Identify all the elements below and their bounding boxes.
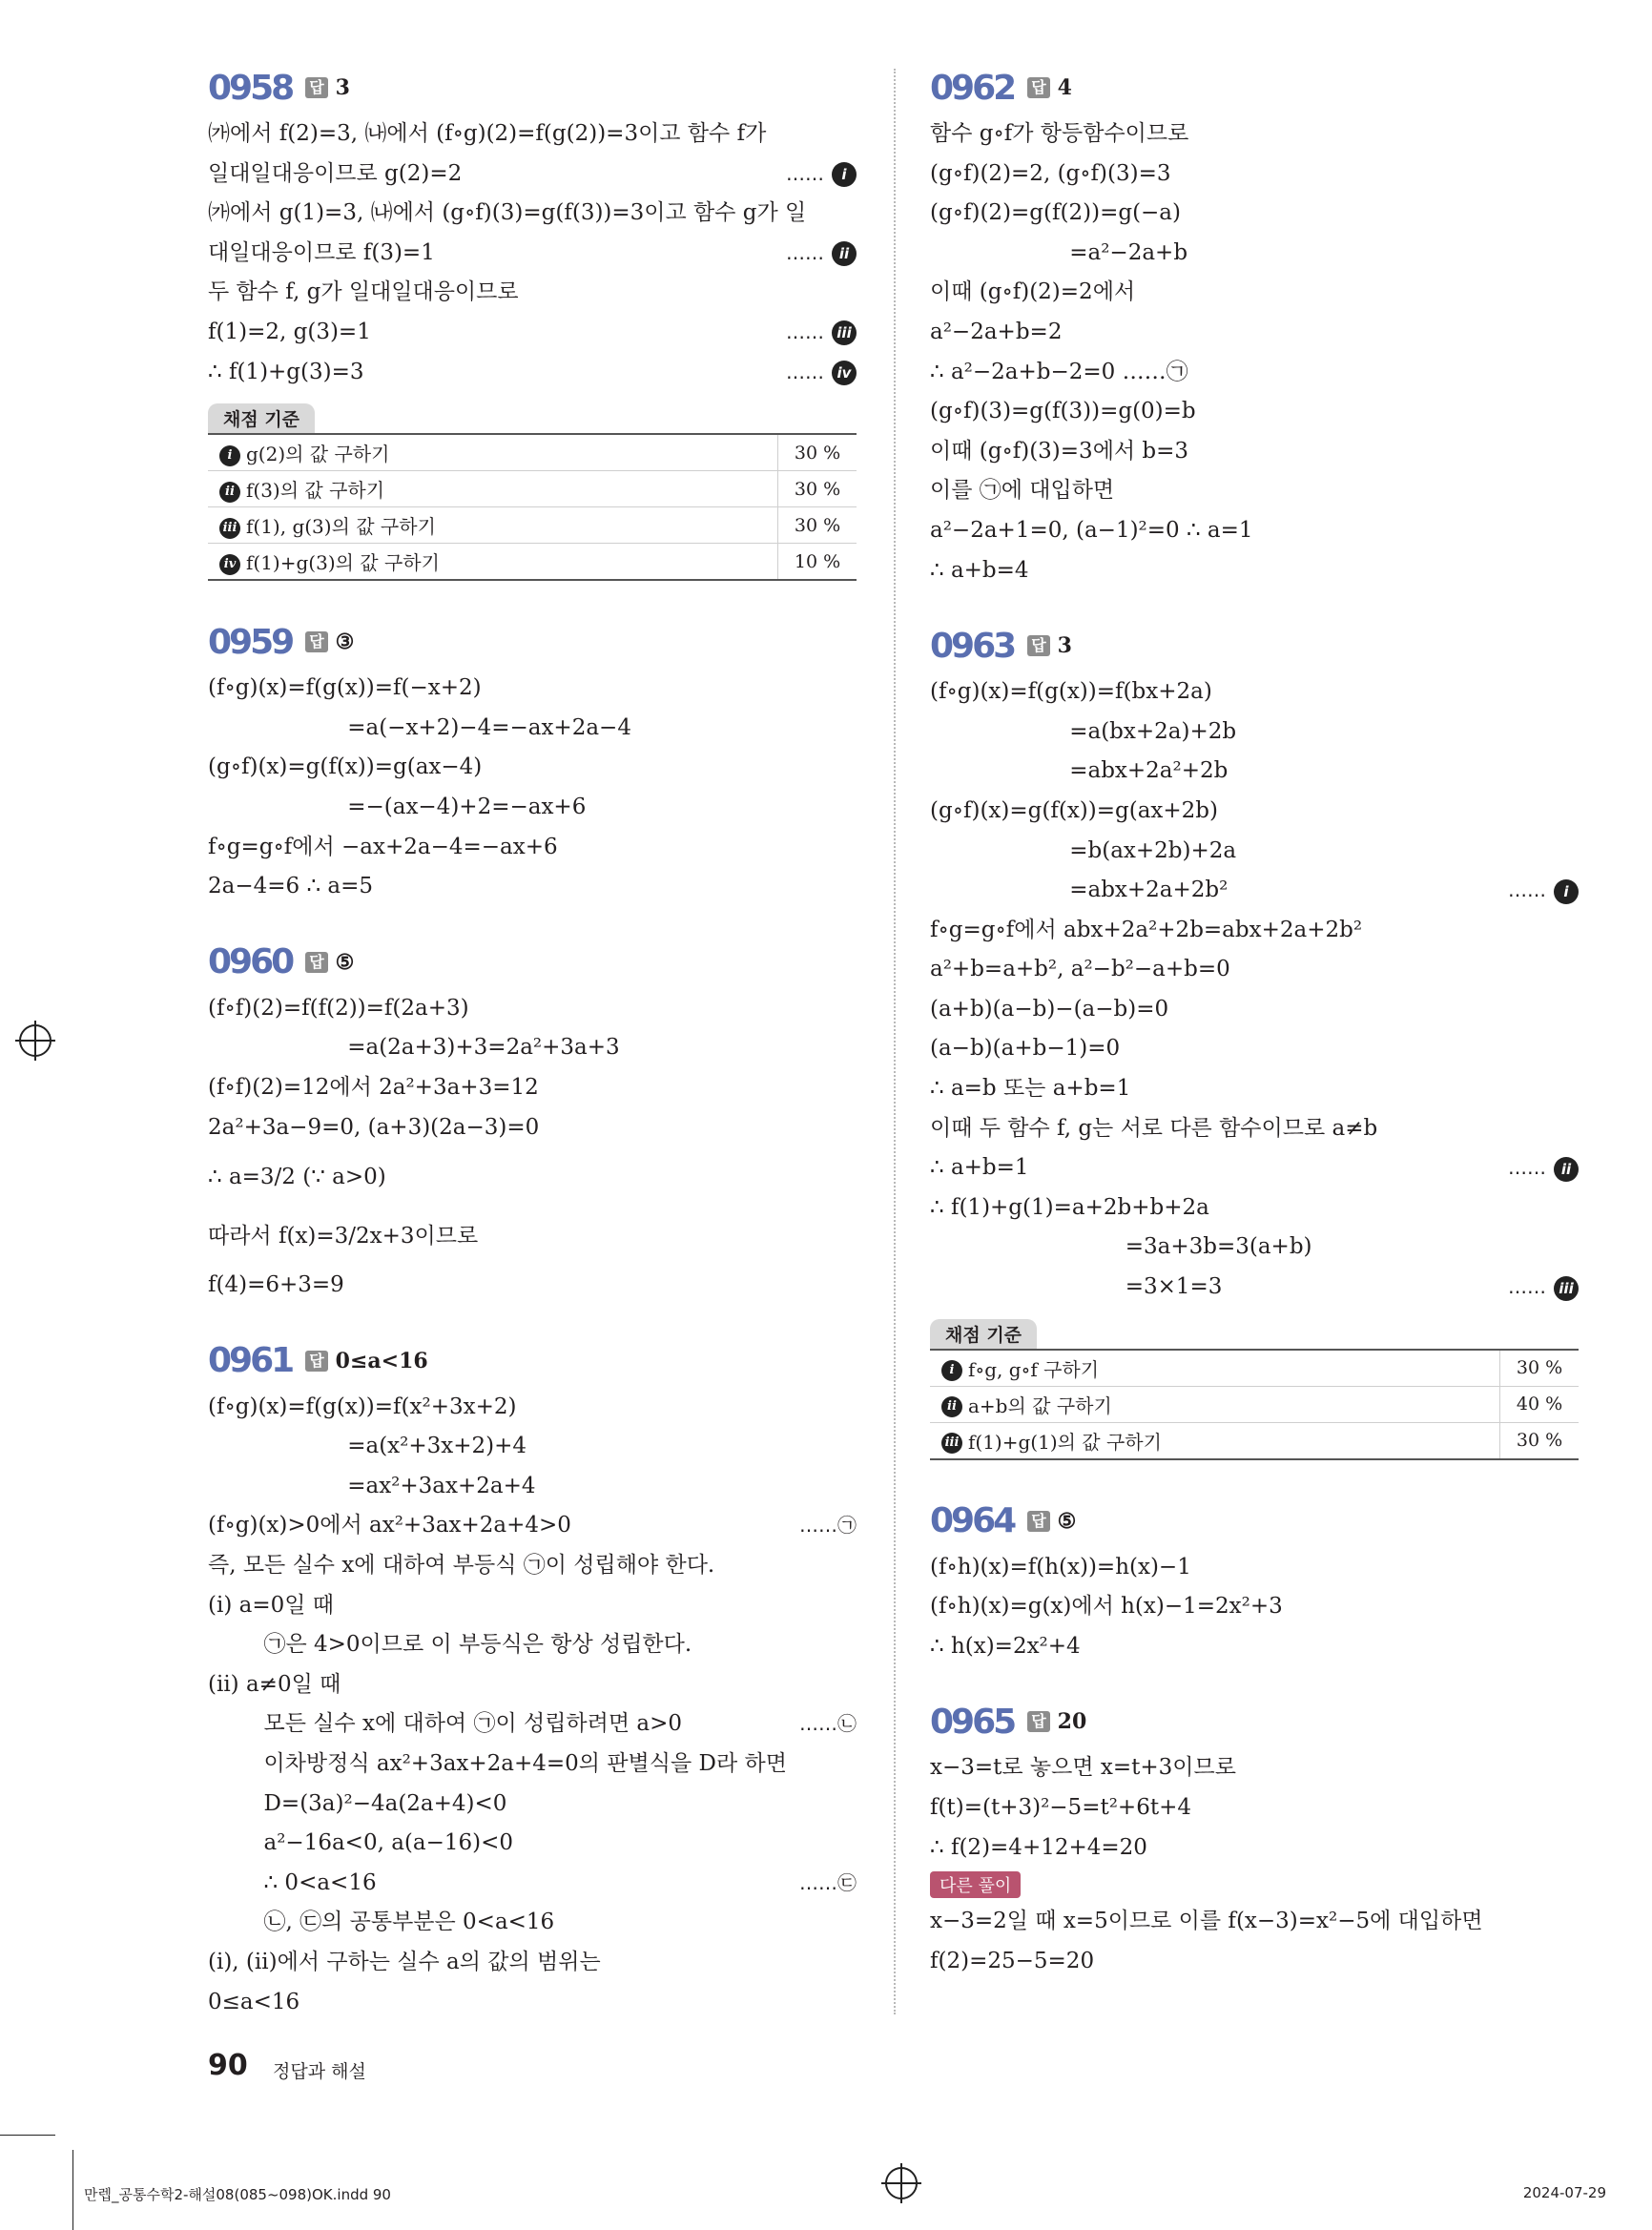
line-text: (ⅰ) a=0일 때 — [208, 1592, 334, 1618]
solution-line — [208, 155, 857, 195]
line-text: =a(−x+2)−4=−ax+2a−4 — [208, 714, 631, 740]
line-text: f(4)=6+3=9 — [208, 1272, 344, 1298]
line-text: ∴ f(1)+g(3)=3 — [208, 359, 364, 384]
line-text: x−3=2일 때 x=5이므로 이를 f(x−3)=x²−5에 대입하면 — [930, 1909, 1483, 1934]
print-date: 2024-07-29 — [1522, 2184, 1606, 2201]
solution-line — [930, 1902, 1579, 1942]
solution-line — [930, 1942, 1579, 1982]
problem-0964 — [930, 1498, 1579, 1667]
line-text: 모든 실수 x에 대하여 ㉠이 성립하려면 a>0 — [208, 1711, 682, 1737]
line-text: 이때 (g∘f)(3)=3에서 b=3 — [930, 438, 1189, 464]
problem-number: 0958 — [208, 68, 293, 108]
step-symbol-icon: ii — [1554, 1157, 1579, 1182]
line-text: 2a−4=6 ∴ a=5 — [208, 874, 374, 899]
criterion-cell — [208, 507, 778, 544]
step-symbol-icon: ii — [941, 1396, 962, 1417]
step-symbol-icon: i — [1554, 879, 1579, 904]
line-text: f(1)=2, g(3)=1 — [208, 319, 371, 344]
criterion-label: f∘g, g∘f 구하기 — [968, 1357, 1100, 1381]
grading-row — [208, 544, 857, 581]
solution-line — [930, 1148, 1579, 1188]
line-text: (f∘g)(x)=f(g(x))=f(x²+3x+2) — [208, 1394, 517, 1419]
line-text: ∴ h(x)=2x²+4 — [930, 1633, 1081, 1659]
problem-header — [208, 939, 857, 985]
line-text: 2a²+3a−9=0, (a+3)(2a−3)=0 — [208, 1114, 540, 1140]
criterion-cell — [208, 471, 778, 507]
line-text: =3×1=3 — [930, 1274, 1223, 1300]
problem-header — [930, 1498, 1579, 1544]
answer-tag: 답 — [1027, 1511, 1049, 1532]
line-text: (f∘h)(x)=f(h(x))=h(x)−1 — [930, 1554, 1191, 1580]
solution-line — [208, 114, 857, 155]
grading-criteria-title: 채점 기준 — [208, 403, 315, 433]
criterion-label: a+b의 값 구하기 — [968, 1394, 1112, 1417]
crop-mark — [0, 2135, 55, 2136]
step-symbol-icon: i — [219, 445, 240, 466]
criterion-percent: 30 % — [778, 434, 857, 471]
problem-number: 0960 — [208, 942, 293, 982]
solution-line — [208, 989, 857, 1029]
step-symbol-icon: ii — [219, 482, 240, 503]
line-text: (f∘g)(x)=f(g(x))=f(bx+2a) — [930, 679, 1212, 705]
problem-number: 0963 — [930, 626, 1015, 666]
solution-line — [208, 353, 857, 393]
solution-line — [208, 273, 857, 313]
step-symbol-icon: iii — [832, 320, 857, 345]
line-text: (f∘f)(2)=f(f(2))=f(2a+3) — [208, 995, 469, 1021]
step-symbol-icon: iv — [832, 361, 857, 385]
criterion-cell — [208, 544, 778, 581]
column-divider — [894, 69, 896, 2014]
solution-line — [930, 950, 1579, 990]
line-text: 0≤a<16 — [208, 1989, 300, 2014]
solution-line — [930, 911, 1579, 951]
line-text: (g∘f)(2)=g(f(2))=g(−a) — [930, 200, 1181, 226]
solution-line — [208, 748, 857, 788]
line-text: ㈎에서 g(1)=3, ㈏에서 (g∘f)(3)=g(f(3))=3이고 함수 g가 일 — [208, 200, 807, 226]
solution-line — [208, 194, 857, 234]
solution-line — [208, 669, 857, 709]
problem-header — [930, 1699, 1579, 1745]
solution-line — [208, 709, 857, 749]
problem-header — [208, 1338, 857, 1384]
line-text: =b(ax+2b)+2a — [930, 837, 1237, 863]
solution-line — [930, 871, 1579, 911]
solution-line — [930, 1788, 1579, 1828]
answer-tag: 답 — [305, 1351, 327, 1372]
file-name: 만렙_공통수학2-해설08(085~098)OK.indd 90 — [84, 2186, 391, 2203]
answer-tag: 답 — [1027, 635, 1049, 656]
criterion-percent: 30 % — [1500, 1422, 1580, 1459]
line-text: =abx+2a+2b² — [930, 878, 1229, 903]
solution-line — [208, 1546, 857, 1586]
page-section-title: 정답과 해설 — [273, 2061, 366, 2082]
line-text: =a(x²+3x+2)+4 — [208, 1434, 527, 1459]
answer-value: 20 — [1057, 1709, 1087, 1735]
solution-line — [930, 1109, 1579, 1149]
line-text: 이때 (g∘f)(2)=2에서 — [930, 279, 1136, 305]
line-text: =a²−2a+b — [930, 239, 1188, 265]
solution-line — [208, 234, 857, 274]
criterion-cell — [930, 1350, 1500, 1387]
line-text: ㉡, ㉢의 공통부분은 0<a<16 — [208, 1910, 555, 1935]
solution-line — [208, 1427, 857, 1467]
step-symbol-icon: iii — [941, 1433, 962, 1454]
line-text: ∴ f(1)+g(1)=a+2b+b+2a — [930, 1194, 1209, 1220]
solution-line — [208, 1068, 857, 1108]
line-text: (f∘g)(x)>0에서 ax²+3ax+2a+4>0 — [208, 1513, 571, 1538]
solution-line — [930, 752, 1579, 792]
solution-line — [208, 1824, 857, 1864]
line-text: f(t)=(t+3)²−5=t²+6t+4 — [930, 1795, 1191, 1820]
solution-line — [208, 1983, 857, 2023]
criterion-percent: 10 % — [778, 544, 857, 581]
line-text: ∴ a+b=4 — [930, 557, 1029, 583]
grading-row — [208, 471, 857, 507]
solution-line — [930, 832, 1579, 872]
criterion-label: f(1), g(3)의 값 구하기 — [246, 515, 436, 539]
solution-line — [208, 828, 857, 868]
solution-line — [930, 1069, 1579, 1109]
solution-line — [208, 1625, 857, 1665]
answer-value: 4 — [1057, 75, 1072, 100]
line-text: (a+b)(a−b)−(a−b)=0 — [930, 996, 1169, 1022]
line-text: a²−2a+1=0, (a−1)²=0 ∴ a=1 — [930, 517, 1253, 543]
problem-0962 — [930, 65, 1579, 590]
grading-row — [208, 507, 857, 544]
line-text: 함수 g∘f가 항등함수이므로 — [930, 121, 1189, 146]
answer-tag: 답 — [1027, 1711, 1049, 1732]
problem-header — [208, 619, 857, 665]
grading-row — [930, 1386, 1579, 1422]
answer-tag: 답 — [305, 631, 327, 652]
problem-number: 0959 — [208, 622, 293, 662]
solution-line — [930, 712, 1579, 753]
line-text: 이를 ㉠에 대입하면 — [930, 478, 1115, 504]
line-text: =3a+3b=3(a+b) — [930, 1234, 1312, 1260]
line-text: ㉠은 4>0이므로 이 부등식은 항상 성립한다. — [208, 1632, 692, 1658]
step-marker: …… ii — [1508, 1148, 1579, 1188]
solution-line — [208, 788, 857, 828]
answer-value: 3 — [1057, 633, 1072, 659]
step-symbol-icon: iv — [219, 554, 240, 575]
line-text: 이때 두 함수 f, g는 서로 다른 함수이므로 a≠b — [930, 1115, 1378, 1141]
criterion-label: f(1)+g(1)의 값 구하기 — [968, 1430, 1162, 1454]
grading-table — [208, 433, 857, 581]
solution-line — [930, 432, 1579, 472]
problem-number: 0961 — [208, 1341, 293, 1381]
solution-line — [208, 867, 857, 907]
criterion-percent: 30 % — [1500, 1350, 1580, 1387]
line-text: ∴ a=b 또는 a+b=1 — [930, 1076, 1131, 1102]
solution-line — [930, 273, 1579, 313]
step-symbol-icon: iii — [219, 518, 240, 539]
step-marker: …… iv — [786, 353, 857, 393]
line-text: =−(ax−4)+2=−ax+6 — [208, 794, 587, 819]
criterion-label: f(3)의 값 구하기 — [246, 479, 385, 503]
line-text: (g∘f)(2)=2, (g∘f)(3)=3 — [930, 160, 1171, 186]
line-text: (f∘h)(x)=g(x)에서 h(x)−1=2x²+3 — [930, 1594, 1283, 1620]
criterion-label: f(1)+g(3)의 값 구하기 — [246, 551, 440, 575]
line-text: (a−b)(a+b−1)=0 — [930, 1036, 1121, 1062]
problem-0965 — [930, 1699, 1579, 1981]
problem-0958 — [208, 65, 857, 581]
solution-line — [930, 313, 1579, 353]
answer-tag: 답 — [305, 77, 327, 98]
step-marker: …… i — [786, 155, 857, 195]
criterion-percent: 30 % — [778, 507, 857, 544]
line-text: f∘g=g∘f에서 abx+2a²+2b=abx+2a+2b² — [930, 917, 1363, 942]
solution-line — [208, 1388, 857, 1428]
line-text: a²−2a+b=2 — [930, 319, 1063, 344]
line-text: 즉, 모든 실수 x에 대하여 부등식 ㉠이 성립해야 한다. — [208, 1553, 715, 1579]
solution-line — [930, 471, 1579, 511]
solution-line — [930, 1627, 1579, 1667]
problem-number: 0964 — [930, 1501, 1015, 1541]
answer-value: ③ — [335, 630, 355, 655]
line-text: x−3=t로 놓으면 x=t+3이므로 — [930, 1755, 1236, 1781]
line-text: =a(2a+3)+3=2a²+3a+3 — [208, 1035, 620, 1061]
line-text: (ⅰ), (ⅱ)에서 구하는 실수 a의 값의 범위는 — [208, 1950, 601, 1974]
line-text: 따라서 f(x)=3/2x+3이므로 — [208, 1224, 479, 1249]
line-text: f(2)=25−5=20 — [930, 1948, 1095, 1973]
registration-mark-icon — [885, 2167, 918, 2199]
step-symbol-icon: iii — [1554, 1276, 1579, 1301]
line-text: (f∘f)(2)=12에서 2a²+3a+3=12 — [208, 1074, 539, 1100]
solution-line — [208, 1704, 857, 1745]
right-column — [930, 65, 1579, 2013]
solution-line — [208, 1785, 857, 1825]
solution-line — [930, 792, 1579, 832]
solution-line — [930, 1748, 1579, 1788]
grading-table — [930, 1349, 1579, 1460]
solution-line — [930, 353, 1579, 393]
line-text: ㈎에서 f(2)=3, ㈏에서 (f∘g)(2)=f(g(2))=3이고 함수 f가 — [208, 121, 767, 146]
line-text: =ax²+3ax+2a+4 — [208, 1473, 536, 1498]
solution-line — [208, 1506, 857, 1546]
solution-line — [930, 1188, 1579, 1229]
registration-mark-icon — [19, 1024, 52, 1057]
line-text: D=(3a)²−4a(2a+4)<0 — [208, 1790, 507, 1816]
answer-value: ⑤ — [1057, 1508, 1077, 1534]
answer-tag: 답 — [305, 952, 327, 973]
crop-mark — [72, 2150, 73, 2230]
solution-line — [930, 1228, 1579, 1268]
answer-value: 3 — [335, 75, 350, 100]
solution-line — [208, 313, 857, 353]
step-marker: …… iii — [1508, 1268, 1579, 1308]
line-text: a²−16a<0, a(a−16)<0 — [208, 1830, 514, 1856]
solution-line — [930, 114, 1579, 155]
line-text: (g∘f)(3)=g(f(3))=g(0)=b — [930, 399, 1196, 424]
step-symbol-icon: i — [832, 162, 857, 187]
line-text: a²+b=a+b², a²−b²−a+b=0 — [930, 957, 1230, 982]
grading-criteria — [208, 403, 857, 581]
grading-row — [930, 1422, 1579, 1459]
solution-line — [930, 234, 1579, 274]
line-text: =abx+2a²+2b — [930, 758, 1229, 784]
solution-line — [930, 1548, 1579, 1588]
answer-tag: 답 — [1027, 77, 1049, 98]
line-text: 일대일대응이므로 g(2)=2 — [208, 160, 463, 186]
step-marker: …… i — [1508, 871, 1579, 911]
problem-0963 — [930, 623, 1579, 1460]
solution-line — [930, 990, 1579, 1030]
solution-line — [208, 1943, 857, 1983]
solution-line — [208, 1108, 857, 1148]
solution-line — [208, 1147, 857, 1207]
criterion-percent: 40 % — [1500, 1386, 1580, 1422]
solution-line — [930, 1587, 1579, 1627]
problem-header — [930, 65, 1579, 111]
line-text: ∴ a=3/2 (∵ a>0) — [208, 1165, 386, 1190]
line-text: (g∘f)(x)=g(f(x))=g(ax−4) — [208, 754, 483, 780]
page-number: 90 — [208, 2049, 248, 2082]
line-text: 이차방정식 ax²+3ax+2a+4=0의 판별식을 D라 하면 — [208, 1751, 787, 1777]
step-marker: …… ii — [786, 234, 857, 274]
step-marker: …… iii — [786, 313, 857, 353]
step-marker: ……㉢ — [799, 1870, 857, 1894]
solution-line — [930, 672, 1579, 712]
line-text: 대일대응이므로 f(3)=1 — [208, 239, 435, 265]
answer-value: ⑤ — [335, 949, 355, 975]
solution-line — [208, 1207, 857, 1266]
answer-value: 0≤a<16 — [335, 1348, 428, 1373]
line-text: ∴ 0<a<16 — [208, 1869, 377, 1895]
problem-0960 — [208, 939, 857, 1306]
problem-0959 — [208, 619, 857, 907]
step-symbol-icon: i — [941, 1360, 962, 1381]
solution-line — [930, 194, 1579, 234]
line-text: ∴ a+b=1 — [930, 1155, 1029, 1181]
solution-line — [930, 1268, 1579, 1308]
grading-row — [930, 1350, 1579, 1387]
line-text: ∴ a²−2a+b−2=0 ……㉠ — [930, 359, 1188, 384]
line-text: ∴ f(2)=4+12+4=20 — [930, 1834, 1147, 1860]
problem-number: 0965 — [930, 1702, 1015, 1742]
left-column — [208, 65, 857, 2054]
step-marker: ……㉠ — [799, 1514, 857, 1538]
solution-line — [930, 1029, 1579, 1069]
solution-line — [930, 392, 1579, 432]
criterion-cell — [930, 1386, 1500, 1422]
alternative-solution-label: 다른 풀이 — [930, 1871, 1021, 1898]
line-text: (ⅱ) a≠0일 때 — [208, 1671, 341, 1697]
solution-line — [208, 1467, 857, 1507]
solution-line — [930, 551, 1579, 591]
problem-header — [208, 65, 857, 111]
solution-line — [208, 1266, 857, 1306]
criterion-cell — [930, 1422, 1500, 1459]
step-symbol-icon: ii — [832, 241, 857, 266]
grading-criteria — [930, 1319, 1579, 1460]
solution-line — [208, 1028, 857, 1068]
criterion-cell — [208, 434, 778, 471]
solution-line — [930, 155, 1579, 195]
solution-line — [208, 1864, 857, 1904]
line-text: (g∘f)(x)=g(f(x))=g(ax+2b) — [930, 797, 1218, 823]
line-text: 두 함수 f, g가 일대일대응이므로 — [208, 279, 519, 305]
line-text: (f∘g)(x)=f(g(x))=f(−x+2) — [208, 675, 482, 701]
solution-line — [930, 511, 1579, 551]
line-text: f∘g=g∘f에서 −ax+2a−4=−ax+6 — [208, 834, 558, 859]
problem-header — [930, 623, 1579, 669]
grading-criteria-title: 채점 기준 — [930, 1319, 1037, 1349]
problem-number: 0962 — [930, 68, 1015, 108]
solution-line — [208, 1745, 857, 1785]
criterion-percent: 30 % — [778, 471, 857, 507]
solution-line — [208, 1586, 857, 1626]
grading-row — [208, 434, 857, 471]
problem-0961 — [208, 1338, 857, 2023]
step-marker: ……㉡ — [799, 1712, 857, 1736]
criterion-label: g(2)의 값 구하기 — [246, 443, 390, 466]
solution-line — [930, 1828, 1579, 1869]
solution-line — [208, 1903, 857, 1943]
line-text: =a(bx+2a)+2b — [930, 718, 1237, 744]
solution-line — [208, 1665, 857, 1705]
